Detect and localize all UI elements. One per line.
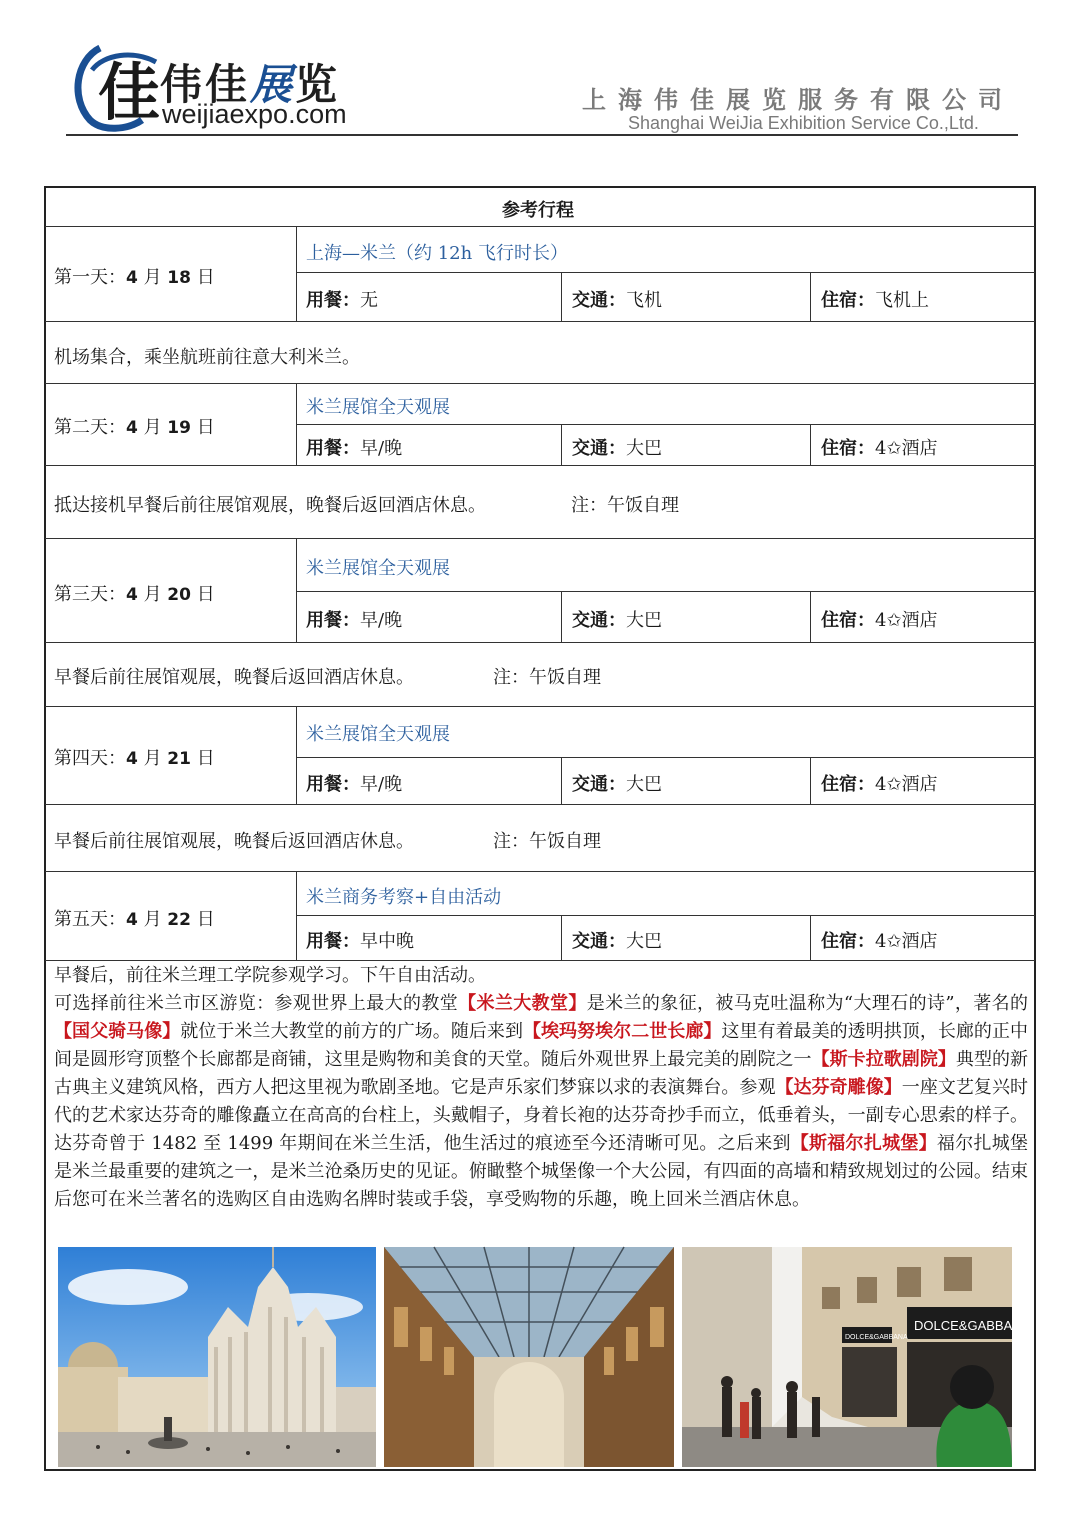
photo-milan-shopping-street xyxy=(682,1247,1031,1467)
brand-name-b: 展 xyxy=(250,60,296,109)
day-4-meal: 用餐：早/晚 xyxy=(306,774,403,795)
day-1-lodging: 住宿：飞机上 xyxy=(821,290,929,311)
row-divider xyxy=(45,321,1035,322)
highlighted-attraction: 【埃玛努埃尔二世长廊】 xyxy=(522,1021,722,1042)
highlighted-attraction: 【米兰大教堂】 xyxy=(458,993,587,1014)
day-4-remark: 注：午饭自理 xyxy=(493,831,601,852)
highlighted-attraction: 【斯福尔扎城堡】 xyxy=(790,1133,937,1154)
letterhead xyxy=(0,0,1080,140)
day-1-route: 上海—米兰（约 12h 飞行时长） xyxy=(306,243,568,264)
paragraph-text: 早餐后，前往米兰理工学院参观学习。下午自由活动。 xyxy=(54,965,486,986)
storefront-sign-small: DOLCE&GABBANA xyxy=(845,1334,908,1341)
day-2-remark: 注：午饭自理 xyxy=(571,495,679,516)
highlighted-attraction: 【达芬奇雕像】 xyxy=(775,1077,902,1098)
col-divider xyxy=(296,538,297,642)
col-divider xyxy=(296,383,297,465)
day-2-transport: 交通：大巴 xyxy=(572,438,662,459)
day-2-note: 抵达接机早餐后前往展馆观展，晚餐后返回酒店休息。 xyxy=(54,495,486,516)
day-4-lodging: 住宿：4✩酒店 xyxy=(821,774,938,795)
day-2-meal: 用餐：早/晚 xyxy=(306,438,403,459)
col-divider xyxy=(561,424,562,465)
col-divider xyxy=(810,915,811,960)
row-divider xyxy=(296,757,1035,758)
row-divider xyxy=(45,383,1035,384)
day-3-note: 早餐后前往展馆观展，晚餐后返回酒店休息。 xyxy=(54,667,414,688)
row-divider xyxy=(296,915,1035,916)
paragraph-text: 福尔扎城堡是米兰最重要的建筑之一，是米兰沧桑历史的见证。俯瞰整个城堡像一个大公园，有四面的高墙和精致规划过的公园。结束后您可在米兰著名的选购区自由选购名牌时装或手袋，享受购物的乐趣，晚上回米兰酒店休息。 xyxy=(54,1133,1029,1210)
day-5-meal: 用餐：早中晚 xyxy=(306,931,414,952)
col-divider xyxy=(810,424,811,465)
day-1-meal: 用餐：无 xyxy=(306,290,378,311)
paragraph-text: 是米兰的象征，被马克吐温称为“大理石的诗”，著名的 xyxy=(586,993,1029,1014)
col-divider xyxy=(810,757,811,804)
row-divider xyxy=(45,642,1035,643)
logo-char: 佳 xyxy=(98,56,161,129)
row-divider xyxy=(45,871,1035,872)
day-3-route: 米兰展馆全天观展 xyxy=(306,558,450,579)
col-divider xyxy=(296,706,297,804)
day-4-note: 早餐后前往展馆观展，晚餐后返回酒店休息。 xyxy=(54,831,414,852)
brand-name-c: 览 xyxy=(295,60,341,109)
row-divider xyxy=(296,591,1035,592)
company-name-cn: 上海伟佳展览服务有限公司 xyxy=(582,86,1014,114)
company-name-en: Shanghai WeiJia Exhibition Service Co.,Ltd. xyxy=(628,113,979,133)
col-divider xyxy=(561,757,562,804)
col-divider xyxy=(561,915,562,960)
day-5-transport: 交通：大巴 xyxy=(572,931,662,952)
row-divider xyxy=(45,960,1035,961)
row-divider xyxy=(296,424,1035,425)
col-divider xyxy=(561,591,562,642)
row-divider xyxy=(45,538,1035,539)
highlighted-attraction: 【国父骑马像】 xyxy=(54,1021,181,1042)
day-4-route: 米兰展馆全天观展 xyxy=(306,724,450,745)
col-divider xyxy=(810,272,811,321)
day-5-date: 第五天：4 月 22 日 xyxy=(54,909,215,930)
day-4-date: 第四天：4 月 21 日 xyxy=(54,748,215,769)
paragraph-text: 就位于米兰大教堂的前方的广场。随后来到 xyxy=(180,1021,523,1042)
company-logo xyxy=(70,40,166,132)
col-divider xyxy=(296,226,297,321)
row-divider xyxy=(45,706,1035,707)
brand-url: weijiaexpo.com xyxy=(162,99,347,129)
col-divider xyxy=(561,272,562,321)
day-5-route: 米兰商务考察+自由活动 xyxy=(306,887,502,908)
brand-name-a: 伟佳 xyxy=(160,60,251,109)
row-divider xyxy=(45,465,1035,466)
paragraph-text: 一座文艺复兴时代的艺术家达芬奇的雕像矗立在高高的台柱上，头戴帽子，身着长袍的达芬奇抄手而立，低垂着头，一副专心思索的样子。达芬奇曾于 1482 至 1499 年期间在米兰生活，他生活过的痕迹至今还清晰可见。之后来到 xyxy=(54,1077,1029,1154)
row-divider xyxy=(296,272,1035,273)
col-divider xyxy=(810,591,811,642)
day-3-lodging: 住宿：4✩酒店 xyxy=(821,610,938,631)
day-2-date: 第二天：4 月 19 日 xyxy=(54,417,215,438)
row-divider xyxy=(45,226,1035,227)
day-1-transport: 交通：飞机 xyxy=(572,290,662,311)
paragraph-text: 典型的新古典主义建筑风格，西方人把这里视为歌剧圣地。它是声乐家们梦寐以求的表演舞台。参观 xyxy=(54,1049,1029,1098)
day-4-transport: 交通：大巴 xyxy=(572,774,662,795)
day-1-date: 第一天：4 月 18 日 xyxy=(54,267,215,288)
col-divider xyxy=(296,871,297,960)
day-3-meal: 用餐：早/晚 xyxy=(306,610,403,631)
paragraph-text: 这里有着最美的透明拱顶，长廊的正中间是圆形穹顶整个长廊都是商铺，这里是购物和美食的天堂。随后外观世界上最完美的剧院之一 xyxy=(54,1021,1029,1070)
day-3-remark: 注：午饭自理 xyxy=(493,667,601,688)
storefront-sign: DOLCE&GABBANA xyxy=(914,1318,1031,1333)
day-1-note: 机场集合，乘坐航班前往意大利米兰。 xyxy=(54,347,360,368)
paragraph-text: 可选择前往米兰市区游览：参观世界上最大的教堂 xyxy=(54,993,459,1014)
header-divider xyxy=(66,134,1018,136)
photo-milan-cathedral xyxy=(58,1247,376,1467)
table-title: 参考行程 xyxy=(502,200,574,221)
row-divider xyxy=(45,804,1035,805)
day-2-lodging: 住宿：4✩酒店 xyxy=(821,438,938,459)
day-2-route: 米兰展馆全天观展 xyxy=(306,397,450,418)
highlighted-attraction: 【斯卡拉歌剧院】 xyxy=(811,1049,956,1070)
day-5-lodging: 住宿：4✩酒店 xyxy=(821,931,938,952)
day-3-date: 第三天：4 月 20 日 xyxy=(54,584,215,605)
day-3-transport: 交通：大巴 xyxy=(572,610,662,631)
photo-galleria-vittorio-emanuele xyxy=(384,1247,674,1467)
day-5-description xyxy=(54,962,1028,1214)
